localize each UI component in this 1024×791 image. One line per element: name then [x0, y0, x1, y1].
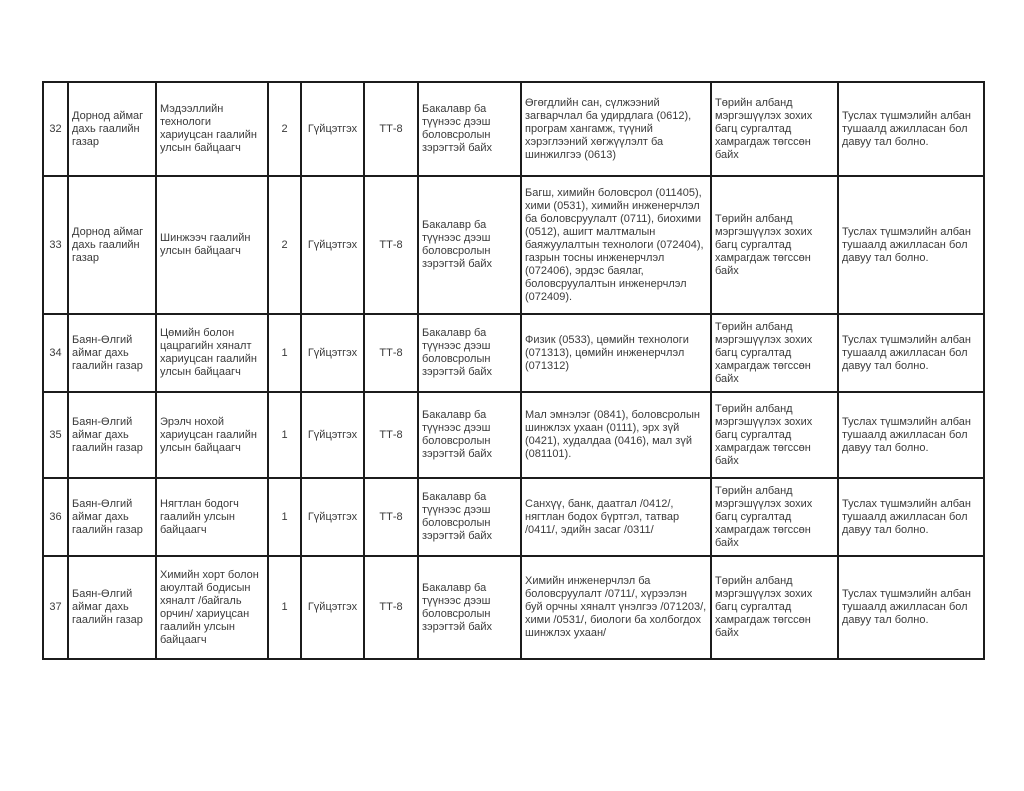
cell-count: 2	[268, 82, 301, 176]
table-row	[43, 176, 984, 314]
cell-office: Дорнод аймаг дахь гаалийн газар	[68, 176, 156, 314]
cell-advantage: Туслах түшмэлийн албан тушаалд ажилласан бол давуу тал болно.	[838, 314, 984, 392]
cell-category: Гүйцэтгэх	[301, 176, 364, 314]
cell-category: Гүйцэтгэх	[301, 82, 364, 176]
cell-grade: ТТ-8	[364, 314, 418, 392]
cell-grade: ТТ-8	[364, 176, 418, 314]
cell-specialization: Мал эмнэлэг (0841), боловсролын шинжлэх ухаан (0111), эрх зүй (0421), худалдаа (0416), мал зүй (081101).	[521, 392, 711, 478]
cell-education: Бакалавр ба түүнээс дээш боловсролын зэрэгтэй байх	[418, 556, 521, 659]
cell-office: Баян-Өлгий аймаг дахь гаалийн газар	[68, 478, 156, 556]
cell-education: Бакалавр ба түүнээс дээш боловсролын зэрэгтэй байх	[418, 392, 521, 478]
cell-count: 1	[268, 314, 301, 392]
table-row	[43, 392, 984, 478]
cell-training: Төрийн албанд мэргэшүүлэх зохих багц сургалтад хамрагдаж төгссөн байх	[711, 478, 838, 556]
table-row	[43, 82, 984, 176]
cell-education: Бакалавр ба түүнээс дээш боловсролын зэрэгтэй байх	[418, 82, 521, 176]
cell-advantage: Туслах түшмэлийн албан тушаалд ажилласан бол давуу тал болно.	[838, 556, 984, 659]
cell-office: Баян-Өлгий аймаг дахь гаалийн газар	[68, 314, 156, 392]
cell-position: Нягтлан бодогч гаалийн улсын байцаагч	[156, 478, 268, 556]
cell-row-number: 34	[43, 314, 68, 392]
cell-specialization: Химийн инженерчлэл ба боловсруулалт /0711/, хүрээлэн буй орчны хяналт үнэлгээ /071203/, хими /0531/, биологи ба холбогдох шинжлэх ухаан/	[521, 556, 711, 659]
cell-category: Гүйцэтгэх	[301, 478, 364, 556]
cell-advantage: Туслах түшмэлийн албан тушаалд ажилласан бол давуу тал болно.	[838, 392, 984, 478]
table-body	[43, 82, 984, 659]
cell-count: 1	[268, 478, 301, 556]
cell-position: Химийн хорт болон аюултай бодисын хяналт /байгаль орчин/ хариуцсан гаалийн улсын байцаагч	[156, 556, 268, 659]
cell-education: Бакалавр ба түүнээс дээш боловсролын зэрэгтэй байх	[418, 478, 521, 556]
cell-grade: ТТ-8	[364, 392, 418, 478]
cell-specialization: Багш, химийн боловсрол (011405), хими (0531), химийн инженерчлэл ба боловсруулалт (0711), биохими (0512), ашигт малтмалын баяжуулалтын технологи (072404), газрын тосны инженерчлэл (072406), эрдэс баялаг, боловсруулалтын инженерчлэл (072409).	[521, 176, 711, 314]
table-row	[43, 478, 984, 556]
cell-specialization: Физик (0533), цөмийн технологи (071313), цөмийн инженерчлэл (071312)	[521, 314, 711, 392]
cell-training: Төрийн албанд мэргэшүүлэх зохих багц сургалтад хамрагдаж төгссөн байх	[711, 82, 838, 176]
cell-education: Бакалавр ба түүнээс дээш боловсролын зэрэгтэй байх	[418, 176, 521, 314]
cell-position: Цөмийн болон цацрагийн хяналт хариуцсан гаалийн улсын байцаагч	[156, 314, 268, 392]
cell-category: Гүйцэтгэх	[301, 392, 364, 478]
cell-grade: ТТ-8	[364, 478, 418, 556]
cell-count: 2	[268, 176, 301, 314]
cell-row-number: 33	[43, 176, 68, 314]
cell-row-number: 36	[43, 478, 68, 556]
cell-training: Төрийн албанд мэргэшүүлэх зохих багц сургалтад хамрагдаж төгссөн байх	[711, 556, 838, 659]
cell-category: Гүйцэтгэх	[301, 556, 364, 659]
cell-training: Төрийн албанд мэргэшүүлэх зохих багц сургалтад хамрагдаж төгссөн байх	[711, 314, 838, 392]
cell-category: Гүйцэтгэх	[301, 314, 364, 392]
cell-grade: ТТ-8	[364, 82, 418, 176]
cell-row-number: 35	[43, 392, 68, 478]
cell-specialization: Өгөгдлийн сан, сүлжээний загварчлал ба удирдлага (0612), програм хангамж, түүний хэрэглээний хөгжүүлэлт ба шинжилгээ (0613)	[521, 82, 711, 176]
cell-position: Мэдээллийн технологи хариуцсан гаалийн улсын байцаагч	[156, 82, 268, 176]
table-row	[43, 314, 984, 392]
cell-education: Бакалавр ба түүнээс дээш боловсролын зэрэгтэй байх	[418, 314, 521, 392]
table-row	[43, 556, 984, 659]
cell-row-number: 32	[43, 82, 68, 176]
cell-count: 1	[268, 556, 301, 659]
cell-office: Баян-Өлгий аймаг дахь гаалийн газар	[68, 556, 156, 659]
cell-training: Төрийн албанд мэргэшүүлэх зохих багц сургалтад хамрагдаж төгссөн байх	[711, 176, 838, 314]
cell-specialization: Санхүү, банк, даатгал /0412/, нягтлан бодох бүртгэл, татвар /0411/, эдийн засаг /0311/	[521, 478, 711, 556]
cell-office: Дорнод аймаг дахь гаалийн газар	[68, 82, 156, 176]
cell-office: Баян-Өлгий аймаг дахь гаалийн газар	[68, 392, 156, 478]
cell-advantage: Туслах түшмэлийн албан тушаалд ажилласан бол давуу тал болно.	[838, 82, 984, 176]
cell-position: Шинжээч гаалийн улсын байцаагч	[156, 176, 268, 314]
cell-row-number: 37	[43, 556, 68, 659]
cell-count: 1	[268, 392, 301, 478]
cell-position: Эрэлч нохой хариуцсан гаалийн улсын байцаагч	[156, 392, 268, 478]
cell-grade: ТТ-8	[364, 556, 418, 659]
cell-advantage: Туслах түшмэлийн албан тушаалд ажилласан бол давуу тал болно.	[838, 478, 984, 556]
cell-advantage: Туслах түшмэлийн албан тушаалд ажилласан бол давуу тал болно.	[838, 176, 984, 314]
cell-training: Төрийн албанд мэргэшүүлэх зохих багц сургалтад хамрагдаж төгссөн байх	[711, 392, 838, 478]
vacancy-table	[42, 81, 985, 660]
